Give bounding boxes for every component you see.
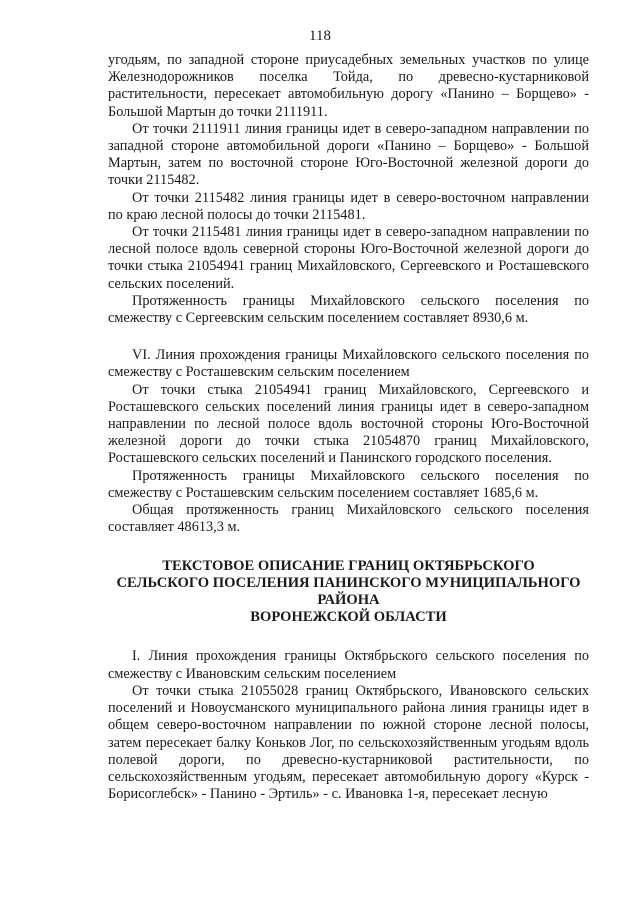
title-heading — [108, 558, 589, 626]
spacer — [108, 626, 589, 648]
paragraph: Протяженность границы Михайловского сельского поселения по смежеству с Росташевским сельским поселением составляет 1685,6 м. — [108, 467, 589, 501]
spacer — [108, 536, 589, 558]
paragraph: угодьям, по западной стороне приусадебных земельных участков по улице Железнодорожников поселка Тойда, по древесно-кустарниковой растительности, пересекает автомобильную дорогу «Панино – Борщево» - Большой Мартын до точки 2111911. — [108, 52, 589, 120]
title-line: ТЕКСТОВОЕ ОПИСАНИЕ ГРАНИЦ ОКТЯБРЬСКОГО — [162, 558, 535, 575]
paragraph: Протяженность границы Михайловского сельского поселения по смежеству с Сергеевским сельским поселением составляет 8930,6 м. — [108, 292, 589, 327]
paragraph: От точки 2115482 линия границы идет в северо-восточном направлении по краю лесной полосы до точки 2115481. — [108, 189, 589, 223]
title-line: ВОРОНЕЖСКОЙ ОБЛАСТИ — [250, 609, 447, 626]
paragraph: Общая протяженность границ Михайловского сельского поселения составляет 48613,3 м. — [108, 502, 589, 536]
spacer — [108, 327, 589, 347]
document-body — [108, 52, 589, 803]
section-heading-vi: VI. Линия прохождения границы Михайловского сельского поселения по смежеству с Росташевским сельским поселением — [108, 347, 589, 381]
paragraph: От точки 2111911 линия границы идет в северо-западном направлении по западной стороне автомобильной дороги «Панино – Борщево» - Большой Мартын, затем по восточной стороне Юго-Восточной железной дороги до точки 2115482. — [108, 120, 589, 189]
paragraph: От точки стыка 21055028 границ Октябрьского, Ивановского сельских поселений и Новоусманского муниципального района линия границы идет в общем северо-восточном направлении по южной стороне лесной полосы, затем пересекает балку Коньков Лог, по сельскохозяйственным угодьям вдоль полевой дороги, по древесно-кустарниковой растительности, по сельскохозяйственным угодьям, пересекает автомобильную дорогу «Курск - Борисоглебск» - Панино - Эртиль» - с. Ивановка 1-я, пересекает лесную — [108, 682, 589, 803]
paragraph: От точки 2115481 линия границы идет в северо-западном направлении по лесной полосе вдоль северной стороны Юго-Восточной железной дороги до точки стыка 21054941 границ Михайловского, Сергеевского и Росташевского сельских поселений. — [108, 224, 589, 292]
section-heading-i: I. Линия прохождения границы Октябрьского сельского поселения по смежеству с Ивановским сельским поселением — [108, 648, 589, 682]
paragraph: От точки стыка 21054941 границ Михайловского, Сергеевского и Росташевского сельских поселений линия границы идет в северо-западном направлении по лесной полосе вдоль восточной стороны Юго-Восточной железной дороги до точки стыка 21054870 границ Михайловского, Росташевского сельских поселений и Панинского городского поселения. — [108, 381, 589, 467]
page-number: 118 — [309, 28, 331, 44]
title-line: СЕЛЬСКОГО ПОСЕЛЕНИЯ ПАНИНСКОГО МУНИЦИПАЛЬНОГО — [116, 575, 581, 592]
title-line: РАЙОНА — [317, 592, 380, 609]
